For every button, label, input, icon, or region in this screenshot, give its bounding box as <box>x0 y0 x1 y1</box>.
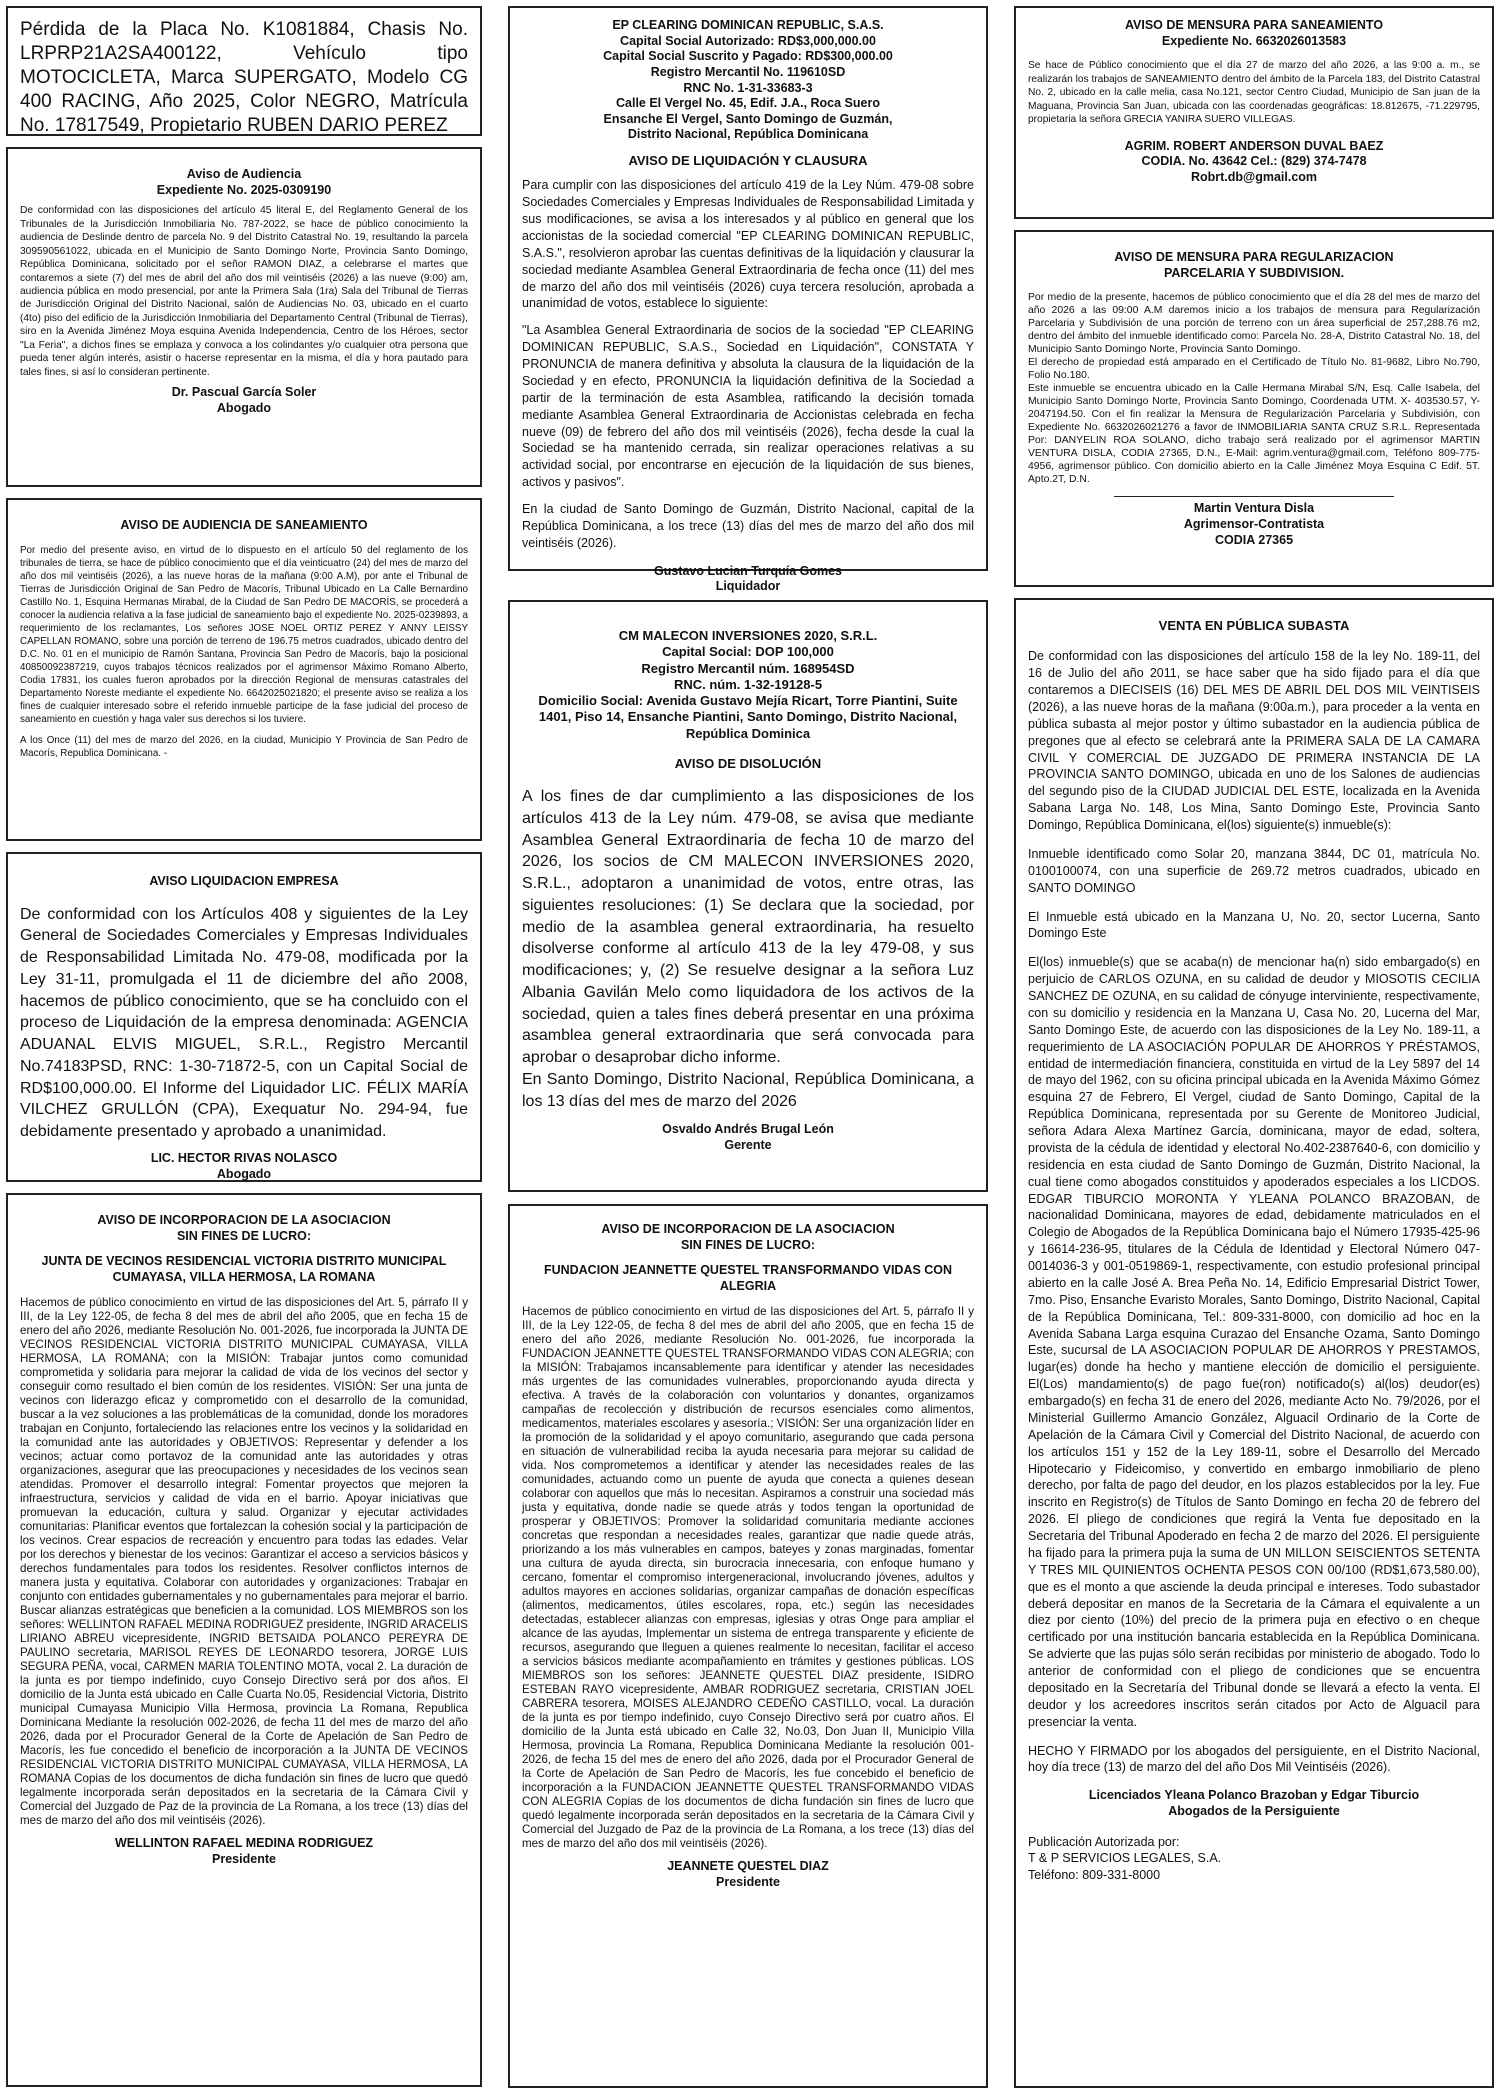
saneamiento-body: Por medio del presente aviso, en virtud de lo dispuesto en el artículo 50 del reglamento de los tribunales de tierra, se hace de público conocimiento que el día veinticuatro (24) del mes de marzo del año dos mil veintiséis (2026), a las nueve horas de la mañana (9:00 A.M), por ante el Tribunal de Tierras de Jurisdicción Original de San Pedro de Macorís, Tribunal Ubicado en La Calle Bernardino Castillo No. 1, Esquina Hermanas Mirabal, de la Ciudad de San Pedro DE MACORÍS, se procederá a conocer la audiencia relativa a la fase judicial de saneamiento bajo el expediente No. 2025-0239893, a requerimiento de los reclamantes, Los señores JOSE NOEL ORTIZ PEREZ Y ANNY LEISSY CAPELLAN ROMANO, sobre una porción de terreno de 196.75 metros cuadrados, ubicado dentro del D.C. No. 01 en el municipio de Ramón Santana, Provincia San Pedro de Macorís, bajo la posicional 40850092387219, cuyos trabajos técnicos realizados por el agrimensor Máximo Romano Alberto, Codia 17831, los cuales fueron aprobados por la dirección Regional de mensuras catastrales del Departamento Noreste mediante el expediente No. 6642025021820; el presente aviso se realiza a los fines de cualquier interesado sobre el referido inmueble participe de la fase judicial del proceso de saneamiento en cuestión y haga valer sus derechos si los tuviere. <box>20 544 468 725</box>
cm-line-4: Domicilio Social: Avenida Gustavo Mejía Ricart, Torre Piantini, Suite 1401, Piso 14, Ensanche Piantini, Santo Domingo, Distrito Nacional, República Dominica <box>538 693 958 741</box>
notice-cm-malecon <box>508 600 988 1192</box>
junta-role: Presidente <box>212 1851 276 1866</box>
mensura-san-signer: AGRIM. ROBERT ANDERSON DUVAL BAEZ <box>1124 138 1384 153</box>
cm-name: CM MALECON INVERSIONES 2020, S.R.L. <box>618 628 878 643</box>
fundacion-body: Hacemos de público conocimiento en virtud de las disposiciones del Art. 5, párrafo II y III, de la Ley 122-05, de fecha 8 del mes de abril del año 2005, que en fecha 15 de enero del año 2026, mediante Resolución No. 001-2026, fue incorporada la FUNDACION JEANNETTE QUESTEL TRANSFORMANDO VIDAS CON ALEGRIA; con la MISIÓN: Trabajamos incansablemente para identificar y atender las necesidades más urgentes de las comunidades vulnerables, proporcionando ayuda directa y efectiva. A través de la colaboración con voluntarios y donantes, organizamos campañas de recolección y distribución de recursos esenciales como alimentos, medicamentos, materiales escolares y asesoría.; VISIÓN: Ser una organización líder en la promoción de la solidaridad y el apoyo comunitario, asegurando que cada persona en situación de vulnerabilidad reciba la ayuda necesaria para mejorar su calidad de vida. Nos comprometemos a identificar y atender las necesidades reales de las comunidades, actuando como un puente de ayuda que conecta a quienes desean colaborar con aquellos que más lo necesitan. Aspiramos a construir una sociedad más justa y equitativa, donde nadie se quede atrás y todos tengan la oportunidad de prosperar y OBJETIVOS: Promover la solidaridad comunitaria mediante acciones concretas que respondan a necesidades reales, garantizar que nadie quede atrás, priorizando a los más vulnerables en campos, bateyes y zonas marginadas, fomentar una cultura de ayuda directa, sin burocracia innecesaria, con enfoque humano y cercano, fomentar el compromiso intergeneracional, involucrando jóvenes, adultos y adultos mayores en acciones solidarias, organizar campañas de donación específicas (alimentos, medicamentos, útiles escolares, ropa, etc.) según las necesidades detectadas, establecer alianzas con empresas, iglesias y otras Onge para ampliar el alcance de las ayudas, Implementar un sistema de entrega transparente y eficiente de recursos, asegurando que lleguen a quienes realmente lo necesitan, facilitar el acceso a servicios básicos mediante acompañamiento en trámites y gestiones públicas. LOS MIEMBROS son los señores: JEANNETE QUESTEL DIAZ presidente, ISIDRO ESTEBAN RAYO vicepresidente, AMBAR RODRIGUEZ secretaria, CRISTIAN JOEL CABRERA tesorera, MOISES ALEJANDRO CEDEÑO CASTILLO, vocal. La duración de la junta es por tiempo indefinido, cuyo Consejo Directivo será por cuatro años. El domicilio de la Junta está ubicado en Calle 32, No.03, Don Juan II, Municipio Villa Hermosa, provincia La Romana, Republica Dominicana Mediante la resolución 001-2026, de fecha 15 del mes de enero del año 2026, dada por el Procurador General de la Corte de Apelación de San Pedro de Macorís, les fue concebido el beneficio de incorporación a la FUNDACION JEANNETTE QUESTEL TRANSFORMANDO VIDAS CON ALEGRIA Copias de los documentos de dicha fundación sin fines de lucro que quedó legalmente incorporada serán depositados en la secretaria de la Cámara Civil y Comercial del Juzgado de Paz de la provincia de La Romana, a los trece (13) días del mes de marzo del año dos mil veintiséis (2026). <box>522 1304 974 1851</box>
junta-signer: WELLINTON RAFAEL MEDINA RODRIGUEZ <box>114 1836 374 1851</box>
fundacion-signer: JEANNETE QUESTEL DIAZ <box>667 1859 829 1874</box>
audiencia-signer: Dr. Pascual García Soler <box>171 385 317 400</box>
liquidacion-signer: LIC. HECTOR RIVAS NOLASCO <box>150 1150 338 1165</box>
subasta-title: VENTA EN PÚBLICA SUBASTA <box>1158 618 1350 633</box>
mensura-reg-signer: Martin Ventura Disla <box>1193 501 1315 516</box>
liquidacion-role: Abogado <box>216 1166 272 1181</box>
ep-signer: Gustavo Lucian Turquía Gomes <box>654 563 842 578</box>
mensura-san-body: Se hace de Público conocimiento que el día 27 de marzo del año 2026, a las 9:00 a. m., se realizarán los trabajos de SANEAMIENTO dentro del ámbito de la Parcela 183, del Distrito Catastral No. 2, ubicado en la calle melia, casa No.121, sector Centro Ciudad, Municipio de San juan de la Maguana, Provincia San Juan, ubicada con las coordenadas geográficas: 18.812675, -71.229795, propietaria la señora GRECIA YANIRA SUERO VILLEGAS. <box>1028 60 1480 126</box>
audiencia-role: Abogado <box>216 400 272 415</box>
subasta-body-5: HECHO Y FIRMADO por los abogados del persiguiente, en el Distrito Nacional, hoy día trece (13) de marzo del del año Dos Mil Veintiséis (2026). <box>1028 1743 1480 1775</box>
notice-mensura-saneamiento <box>1014 6 1494 219</box>
liquidacion-body: De conformidad con los Artículos 408 y siguientes de la Ley General de Sociedades Comerciales y Empresas Individuales de Responsabilidad Limitada No. 479-08, modificada por la Ley 31-11, promulgada el 11 de diciembre del año 2008, hacemos de público conocimiento, que se ha concluido con el proceso de Liquidación de la empresa denominada: AGENCIA ADUANAL ELVIS MIGUEL, S.R.L., Registro Mercantil No.74183PSD, RNC: 1-30-71872-5, con un Capital Social de RD$100,000.00. El Informe del Liquidador LIC. FÉLIX MARÍA VILCHEZ GRULLÓN (CPA), Exequatur No. 294-94, fue debidamente presentado y aprobado a unanimidad. <box>20 905 468 1141</box>
subasta-pub-1: Publicación Autorizada por: <box>1028 1834 1180 1849</box>
notice-audiencia <box>6 147 482 487</box>
subasta-body-4: El(los) inmueble(s) que se acaba(n) de mencionar ha(n) sido embargado(s) en perjuicio de CARLOS OZUNA, en su calidad de deudor y MIOSOTIS CECILIA SANCHEZ DE OZUNA, en su calidad de cónyuge interviniente, respectivamente, con su domicilio y residencia en la Manzana U, Casa No. 20, Lucerna del Mar, Santo Domingo Este, de acuerdo con las disposiciones de la Ley No. 189-11, a requerimiento de LA ASOCIACIÓN POPULAR DE AHORROS Y PRÉSTAMOS, entidad de intermediación financiera, constituida en virtud de la Ley 5897 del 14 de mayo del 1962, con su oficina principal ubicada en la Avenida Máximo Gómez esquina 27 de Febrero, El Vergel, ciudad de Santo Domingo, Capital de la República Dominicana, representada por su Gerente de Monitoreo Judicial, señora Adara Alexa Martínez García, dominicana, mayor de edad, soltera, provista de la cédula de identidad y electoral No.402-2387640-6, con domicilio y residencia en esta ciudad de Santo Domingo de Guzmán, Distrito Nacional, la cual tiene como abogados constituidos y apoderados especiales a los LICDOS. EDGAR TIBURCIO MORONTA Y YLEANA POLANCO BRAZOBAN, de nacionalidad Dominicana, mayores de edad, debidamente matriculados en el Colegio de Abogados de la República Dominicana bajo el Número 17935-425-96 y 16614-236-95, titulares de la Cédula de Identidad y Electoral Número 047-0014036-3 y 001-0519869-1, respectivamente, con estudio profesional principal abierto en la calle José A. Brea Peña No. 14, Edificio Empresarial District Tower, 7mo. Piso, Ensanche Evaristo Morales, Santo Domingo, Distrito Nacional, Capital de la República Dominicana, Tel.: 809-331-8000, con domicilio ad hoc en la Avenida Sabana Larga esquina Curazao del Ensanche Ozama, Santo Domingo Este, sucursal de LA ASOCIACION POPULAR DE AHORROS Y PRESTAMOS, lugar(es) donde ha hecho y mantiene elección de domicilio el persiguiente. El(Los) mandamiento(s) de pago fue(ron) notificado(s) al(los) deudor(es) embargado(s) en fecha 31 de enero del 2026, mediante Acto No. 79/2026, por el Ministerial Guillermo Amancio González, Alguacil Ordinario de la Corte de Apelación de la Cámara Civil y Comercial del Distrito Nacional, de acuerdo con los artículos 151 y 152 de la Ley 189-11, sobre el Desarrollo del Mercado Hipotecario y Fideicomiso, y convertido en embargo inmobiliario de pleno derecho, por falta de pago del deudor, en los plazos establecidos por la ley. Fue inscrito en Registro(s) de Títulos de Santo Domingo en fecha 20 de febrero del 2026. El pliego de condiciones que regirá la Venta fue depositado en la Secretaria del Tribunal Apoderado en fecha 2 de marzo del 2026. El persiguiente ha fijado para la primera puja la suma de UN MILLON SEISCIENTOS SETENTA Y TRES MIL QUINIENTOS OCHENTA PESOS CON 00/100 (RD$1,673,580.00), que es el monto a que asciende la deuda principal e intereses. Todo subastador deberá depositar en manos de la Secretaria de la Cámara el equivalente a un diez por ciento (10%) del precio de la primera puja en efectivo o en cheque certificado por una institución bancaria establecida en la República Dominicana. Se advierte que las pujas sólo serán recibidas por ministerio de abogado. Todo lo anterior de conformidad con el pliego de condiciones que se encuentra depositado en la Secretaría del Tribunal donde se llevará a efecto la venta. El deudor y los acreedores inscritos serán citados por Acto de Alguacil para presenciar la venta. <box>1028 955 1480 1729</box>
notice-mensura-regularizacion <box>1014 230 1494 587</box>
ep-body-2: "La Asamblea General Extraordinaria de socios de la sociedad "EP CLEARING DOMINICAN REPUBLIC, S.A.S., Sociedad en Liquidación", CONSTATA Y PRONUNCIA de manera definitiva y absoluta la clausura de la liquidación de la Sociedad y en efecto, PRONUNCIA la liquidación definitiva de la Sociedad a partir de la terminación de esta Asamblea, ratificando la decisión tomada mediante Asamblea General Extraordinaria de Accionistas celebrada en fecha nueve (09) de febrero del año dos mil veintiséis (2026), fecha desde la cual la Sociedad se ha mantenido cerrada, sin realizar operaciones relativas a su actividad social, por encontrarse en ejecución de la liquidación de sus bienes, activos y pasivos". <box>522 323 974 490</box>
fundacion-role: Presidente <box>716 1874 780 1889</box>
placa-text: Pérdida de la Placa No. K1081884, Chasis No. LRPRP21A2SA400122, Vehículo tipo MOTOCICLETA, Marca SUPERGATO, Modelo CG 400 RACING, Año 2025, Color NEGRO, Matrícula No. 17817549, Propietario RUBEN DARIO PEREZ <box>20 19 468 136</box>
subasta-pub-2: T & P SERVICIOS LEGALES, S.A. <box>1028 1851 1222 1866</box>
fundacion-title-2: SIN FINES DE LUCRO: <box>680 1237 816 1252</box>
fundacion-org: FUNDACION JEANNETTE QUESTEL TRANSFORMANDO VIDAS CON ALEGRIA <box>543 1263 953 1293</box>
mensura-san-expediente: Expediente No. 6632026013583 <box>1161 33 1347 48</box>
notice-fundacion <box>508 1204 988 2088</box>
notice-liquidacion-empresa <box>6 852 482 1182</box>
junta-body: Hacemos de público conocimiento en virtud de las disposiciones del Art. 5, párrafo II y III, de la Ley 122-05, de fecha 8 del mes de abril del año 2005, que en fecha 15 de enero del año 2026, mediante Resolución No. 001-2026, fue incorporada la JUNTA DE VECINOS RESIDENCIAL VICTORIA DISTRITO MUNICIPAL CUMAYASA, VILLA HERMOSA, LA ROMANA; con la MISIÓN: Trabajar juntos como comunidad comprometida y solidaria para mejorar la calidad de vida de los vecinos del sector y conseguir como resultado el bien común de los residentes. VISIÓN: Ser una junta de vecinos con liderazgo eficaz y comprometido con el desarrollo de la comunidad, buscar a la vez soluciones a las problemáticas de la comunidad, donde los moradores trabajan en Conjunto, fortaleciendo las relaciones entre los vecinos y la solidaridad en la comunidad ante las autoridades y OBJETIVOS: Representar y defender a los vecinos; actuar como portavoz de la comunidad ante las autoridades y otras organizaciones, asegurar que las preocupaciones y necesidades de los vecinos sean atendidas. Promover el desarrollo integral: Fomentar proyectos que mejoren la infraestructura, servicios y calidad de vida en el barrio. Apoyar iniciativas que promuevan la educación, cultura y salud. Organizar y ejecutar actividades comunitarias: Planificar eventos que fortalezcan la cohesión social y la participación de los vecinos. Crear espacios de recreación y encuentro para todas las edades. Velar por los derechos y bienestar de los vecinos: Garantizar el acceso a servicios básicos y derechos fundamentales para todos los residentes. Resolver conflictos internos de manera justa y equitativa. Colaborar con autoridades y organizaciones: Trabajar en conjunto con entidades gubernamentales y no gubernamentales para mejorar el barrio. Buscar alianzas estratégicas que beneficien a la comunidad. LOS MIEMBROS son los señores: WELLINTON RAFAEL MEDINA RODRIGUEZ presidente, INGRID ARACELIS LIRIANO ABREU vicepresidente, INGRID BETSAIDA POLANCO PEREYRA DE PAULINO secretaria, MARISOL REYES DE LEONARDO tesorera, JORGE LUIS SEGURA PEÑA, vocal, CARMEN MARIA TOLENTINO MOTA, vocal 2. La duración de la junta es por tiempo indefinido, cuyo Consejo Directivo será por dos años. El domicilio de la Junta está ubicado en Calle Cuarta No.05, Residencial Victoria, Distrito municipal Cumayasa Municipio Villa Hermosa, provincia La Romana, Republica Dominicana Mediante la resolución 002-2026, de fecha 11 del mes de marzo del año 2026, dada por el Procurador General de la Corte de Apelación de San Pedro de Macorís, les fue concedido el beneficio de incorporación a la JUNTA DE VECINOS RESIDENCIAL VICTORIA DISTRITO MUNICIPAL CUMAYASA, VILLA HERMOSA, LA ROMANA Copias de los documentos de dicha fundación sin fines de lucro que quedó legalmente incorporada serán depositados en la secretaria de la Cámara Civil y Comercial del Juzgado de Paz de la provincia de La Romana, a los trece (13) días del mes de marzo del año dos mil veintiséis (2026). <box>20 1295 468 1828</box>
ep-body-3: En la ciudad de Santo Domingo de Guzmán, Distrito Nacional, capital de la República Dominicana, a los trece (13) días del mes de marzo del año dos mil veintiséis (2026). <box>522 502 974 550</box>
mensura-reg-title-2: PARCELARIA Y SUBDIVISION. <box>1163 265 1345 280</box>
mensura-san-title: AVISO DE MENSURA PARA SANEAMIENTO <box>1124 18 1384 32</box>
ep-line-5: Calle El Vergel No. 45, Edif. J.A., Roca Suero <box>616 96 880 111</box>
ep-title: AVISO DE LIQUIDACIÓN Y CLAUSURA <box>628 153 868 168</box>
cm-line-2: Registro Mercantil núm. 168954SD <box>641 660 855 676</box>
notice-subasta <box>1014 598 1494 2088</box>
saneamiento-title: AVISO DE AUDIENCIA DE SANEAMIENTO <box>120 518 368 532</box>
cm-body: A los fines de dar cumplimiento a las disposiciones de los artículos 413 de la Ley núm. 479-08, se avisa que mediante Asamblea General Extraordinaria de fecha 10 de marzo del 2026, los socios de CM MALECON INVERSIONES 2020, S.R.L., adoptaron a unanimidad de votos, entre otras, las siguientes resoluciones: (1) Se declara que la sociedad, por medio de la asamblea general extraordinaria, ha resuelto disolverse conforme al artículo 413 de la ley 479-08, y sus modificaciones; y, (2) Se resuelve designar a la señora Luz Albania Gavilán Melo como liquidadora de los activos de la sociedad, quien a tales fines deberá presentar en una próxima asamblea general extraordinaria que será convocada para aprobar o desaprobar dicho informe. En Santo Domingo, Distrito Nacional, República Dominicana, a los 13 días del mes de marzo del 2026 <box>522 788 974 1110</box>
notice-saneamiento-audiencia <box>6 498 482 841</box>
ep-line-1: Capital Social Autorizado: RD$3,000,000.00 <box>620 33 876 48</box>
fundacion-title-1: AVISO DE INCORPORACION DE LA ASOCIACION <box>601 1222 895 1236</box>
cm-line-1: Capital Social: DOP 100,000 <box>662 644 834 660</box>
subasta-body-2: Inmueble identificado como Solar 20, manzana 3844, DC 01, matrícula No. 0100100074, con una superficie de 269.72 metros cuadrados, ubicado en SANTO DOMINGO <box>1028 846 1480 895</box>
ep-name: EP CLEARING DOMINICAN REPUBLIC, S.A.S. <box>612 18 884 32</box>
ep-line-7: Distrito Nacional, República Dominicana <box>627 127 869 142</box>
ep-line-2: Capital Social Suscrito y Pagado: RD$300,000.00 <box>603 49 893 64</box>
mensura-reg-title-1: AVISO DE MENSURA PARA REGULARIZACION <box>1114 250 1394 264</box>
mensura-reg-role: Agrimensor-Contratista <box>1183 516 1325 531</box>
audiencia-expediente: Expediente No. 2025-0309190 <box>156 182 332 197</box>
mensura-san-email: Robrt.db@gmail.com <box>1190 169 1318 184</box>
cm-signer: Osvaldo Andrés Brugal León <box>662 1122 834 1137</box>
subasta-body-1: De conformidad con las disposiciones del artículo 158 de la ley No. 189-11, del 16 de Julio del año 2011, se hace saber que ha sido fijado para el día que contaremos a DIECISEIS (16) DEL MES DE ABRIL DEL DOS MIL VEINTISEIS (2026), a las nueve horas de la mañana (9:00a.m.), para proceder a la venta en pública subasta al mejor postor y último subastador en la audiencia pública de pregones que al efecto se celebrará ante la PRIMERA SALA DE LA CAMARA CIVIL Y COMERCIAL DE JUZGADO DE PRIMERA INSTANCIA DE LA PROVINCIA SANTO DOMINGO, ubicada en uno de los Salones de audiencias del segundo piso de la CIUDAD JUDICIAL DEL ESTE, localizada en la Avenida Sabana Larga No. 148, Los Mina, Santo Domingo Este, Provincia Santo Domingo, República Dominicana, el(los) siguiente(s) inmueble(s): <box>1028 649 1480 832</box>
ep-line-6: Ensanche El Vergel, Santo Domingo de Guzmán, <box>603 111 893 126</box>
subasta-signer: Licenciados Yleana Polanco Brazoban y Edgar Tiburcio <box>1088 1788 1420 1803</box>
mensura-reg-codia: CODIA 27365 <box>1214 532 1294 547</box>
mensura-san-codia: CODIA. No. 43642 Cel.: (829) 374-7478 <box>1141 154 1367 169</box>
notice-junta-vecinos <box>6 1193 482 2087</box>
notice-ep-clearing <box>508 6 988 594</box>
junta-org: JUNTA DE VECINOS RESIDENCIAL VICTORIA DISTRITO MUNICIPAL CUMAYASA, VILLA HERMOSA, LA ROMANA <box>41 1254 447 1284</box>
ep-role: Liquidador <box>715 579 781 594</box>
cm-line-3: RNC. núm. 1-32-19128-5 <box>673 676 823 692</box>
audiencia-body: De conformidad con las disposiciones del artículo 45 literal E, del Reglamento General de los Tribunales de la Jurisdicción Inmobiliaria No. 787-2022, se hace de público conocimiento la audiencia de Deslinde dentro de parcela No. 9 del Distrito Catastral No. 19, resultando la parcela 309590561022, ubicada en el Municipio de Santo Domingo Norte, Provincia Santo Domingo, República Dominicana, solicitado por el señor RAMON DIAZ, a celebrarse el martes que contaremos a siete (7) del mes de abril del año dos mil veintiséis (2026) a las nueve (9:00) am, audiencia pública en modo presencial, por ante la Primera Sala (1ra) Sala del Tribunal de Tierras de Jurisdicción Original del Distrito Nacional, salón de Audiencias No. 03, ubicado en el cuarto (4to) piso del edificio de la Jurisdicción Inmobiliaria del Departamento Central (Tribunal de Tierras), siro en la Avenida Jiménez Moya esquina Avenida Independencia, Centro de los Héroes, sector "La Feria", a dichos fines se emplaza y convoca a los colindantes y/o cualquier otra persona que pueda tener algún interés, asistir o hacerse representar en la misma, el día y hora pautado para tales fines, si así lo consideran pertinente. <box>20 205 468 378</box>
cm-title: AVISO DE DISOLUCIÓN <box>674 755 822 771</box>
saneamiento-closing: A los Once (11) del mes de marzo del 2026, en la ciudad, Municipio Y Provincia de San Pedro de Macorís, Republica Dominicana. - <box>20 734 468 759</box>
ep-line-4: RNC No. 1-31-33683-3 <box>683 80 813 95</box>
subasta-body-3: El Inmueble está ubicado en la Manzana U, No. 20, sector Lucerna, Santo Domingo Este <box>1028 909 1480 941</box>
signature-line <box>1114 496 1394 497</box>
subasta-role: Abogados de la Persiguiente <box>1168 1803 1340 1818</box>
ep-body-1: Para cumplir con las disposiciones del artículo 419 de la Ley Núm. 479-08 sobre Sociedades Comerciales y Empresas Individuales de Responsabilidad Limitada y sus modificaciones, se avisa a los interesados y al público en general que los accionistas de la sociedad comercial "EP CLEARING DOMINICAN REPUBLIC, S.A.S.", resolvieron aprobar las cuentas definitivas de la liquidación y clausurar la sociedad mediante Asamblea General Extraordinaria de fecha once (11) del mes de marzo del año dos mil veintiséis (2026) cuya tercera resolución, aprobada a unanimidad de votos, establece lo siguiente: <box>522 178 974 311</box>
mensura-reg-body: Por medio de la presente, hacemos de público conocimiento que el día 28 del mes de marzo del año 2026 a las 09:00 A.M daremos inicio a los trabajos de mensura para Regularización Parcelaria y Subdivisión de una porción de terreno con un área superficial de 257,288.76 m2, dentro del ámbito del inmueble identificado como: Parcela No. 28-A, Distrito Catastral No. 18, del Municipio Santo Domingo Norte, Provincia Santo Domingo. El derecho de propiedad está amparado en el Certificado de Título No. 81-9682, Libro No.790, Folio No.180. Este inmueble se encuentra ubicado en la Calle Hermana Mirabal S/N, Esq. Calle Isabela, del Municipio Santo Domingo Norte, Provincia Santo Domingo, Coordenada UTM. X- 403530.57, Y- 2047194.50. Con el fin realizar la Mensura de Regularización Parcelaria y Subdivisión, con Expediente No. 6632026021276 a favor de INMOBILIARIA SANTA CRUZ S.R.L. Representada Por: DANYELIN ROA SOLANO, dicho trabajo será realizado por el agrimensor MARTIN VENTURA DISLA, CODIA 27365, D.N., E-Mail: agrim.ventura@gmail.com, Teléfono 809-775-4956, agrimensor público. Con domicilio abierto en la Calle Jiménez Moya Esquina C Edif. 5T. Apto.2T, D.N. <box>1028 292 1480 486</box>
liquidacion-title: AVISO LIQUIDACION EMPRESA <box>149 874 339 888</box>
subasta-pub-3: Teléfono: 809-331-8000 <box>1028 1868 1161 1883</box>
audiencia-title: Aviso de Audiencia <box>186 167 302 181</box>
cm-role: Gerente <box>724 1137 772 1152</box>
ep-line-3: Registro Mercantil No. 119610SD <box>650 64 846 79</box>
notice-placa <box>6 6 482 136</box>
junta-title-2: SIN FINES DE LUCRO: <box>176 1228 312 1243</box>
junta-title-1: AVISO DE INCORPORACION DE LA ASOCIACION <box>97 1213 391 1227</box>
